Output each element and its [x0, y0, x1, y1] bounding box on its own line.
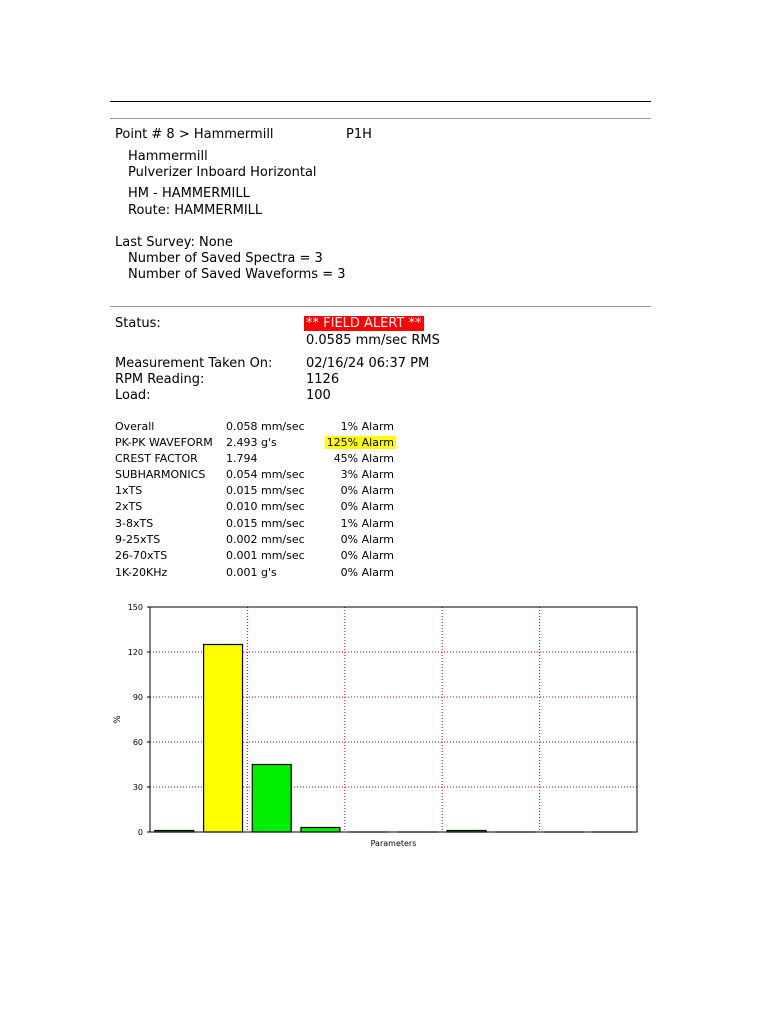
- y-tick-label: 60: [132, 738, 143, 747]
- param-name: 26-70xTS: [115, 549, 168, 562]
- load-value: 100: [306, 388, 331, 403]
- alarm-bar-chart: [110, 598, 650, 850]
- param-value: 1.794: [226, 452, 258, 465]
- param-value: 0.015 mm/sec: [226, 484, 305, 497]
- y-tick-label: 0: [137, 828, 143, 837]
- param-value: 2.493 g's: [226, 436, 277, 449]
- param-name: 3-8xTS: [115, 517, 154, 530]
- param-alarm: 3% Alarm: [340, 468, 394, 481]
- point-title: Point # 8 > Hammermill: [115, 127, 274, 142]
- param-name: CREST FACTOR: [115, 452, 198, 465]
- top-rule: [110, 101, 651, 102]
- y-axis-label: %: [113, 715, 123, 724]
- field-alert-badge: ** FIELD ALERT **: [306, 316, 422, 331]
- bar: [155, 831, 194, 833]
- section-rule: [110, 306, 651, 307]
- saved-waveforms: Number of Saved Waveforms = 3: [128, 267, 346, 282]
- param-name: 1xTS: [115, 484, 143, 497]
- param-alarm-highlight: 125% Alarm: [326, 436, 394, 449]
- param-alarm: 0% Alarm: [340, 533, 394, 546]
- status-label: Status:: [115, 316, 161, 331]
- y-tick-label: 30: [132, 783, 143, 792]
- point-description: Pulverizer Inboard Horizontal: [128, 165, 317, 180]
- param-alarm: 1% Alarm: [340, 517, 394, 530]
- param-name: 2xTS: [115, 500, 143, 513]
- y-tick-label: 150: [127, 603, 143, 612]
- status-value: 0.0585 mm/sec RMS: [306, 333, 440, 348]
- param-name: Overall: [115, 420, 155, 433]
- param-alarm: 0% Alarm: [340, 549, 394, 562]
- bar: [252, 765, 291, 833]
- param-value: 0.058 mm/sec: [226, 420, 305, 433]
- param-name: PK-PK WAVEFORM: [115, 436, 213, 449]
- param-alarm: 0% Alarm: [340, 500, 394, 513]
- point-area: HM - HAMMERMILL: [128, 186, 250, 201]
- param-value: 0.010 mm/sec: [226, 500, 305, 513]
- param-value: 0.015 mm/sec: [226, 517, 305, 530]
- param-value: 0.002 mm/sec: [226, 533, 305, 546]
- x-axis-label: Parameters: [370, 839, 417, 848]
- y-tick-label: 120: [127, 648, 143, 657]
- param-alarm: 0% Alarm: [340, 484, 394, 497]
- saved-spectra: Number of Saved Spectra = 3: [128, 251, 323, 266]
- y-tick-label: 90: [132, 693, 143, 702]
- param-value: 0.001 g's: [226, 566, 277, 579]
- bar: [447, 831, 486, 833]
- load-label: Load:: [115, 388, 151, 403]
- param-name: 1K-20KHz: [115, 566, 168, 579]
- measured-label: Measurement Taken On:: [115, 356, 273, 371]
- measured-value: 02/16/24 06:37 PM: [306, 356, 430, 371]
- header-rule: [110, 118, 651, 119]
- param-name: SUBHARMONICS: [115, 468, 206, 481]
- param-alarm: 1% Alarm: [340, 420, 394, 433]
- point-route: Route: HAMMERMILL: [128, 203, 263, 218]
- rpm-value: 1126: [306, 372, 340, 387]
- last-survey: Last Survey: None: [115, 235, 233, 250]
- bar: [301, 828, 340, 833]
- param-value: 0.001 mm/sec: [226, 549, 305, 562]
- param-value: 0.054 mm/sec: [226, 468, 305, 481]
- param-alarm: 45% Alarm: [333, 452, 394, 465]
- bar: [204, 645, 243, 833]
- point-machine: Hammermill: [128, 149, 208, 164]
- point-code: P1H: [346, 127, 372, 142]
- param-alarm: 0% Alarm: [340, 566, 394, 579]
- param-name: 9-25xTS: [115, 533, 161, 546]
- rpm-label: RPM Reading:: [115, 372, 205, 387]
